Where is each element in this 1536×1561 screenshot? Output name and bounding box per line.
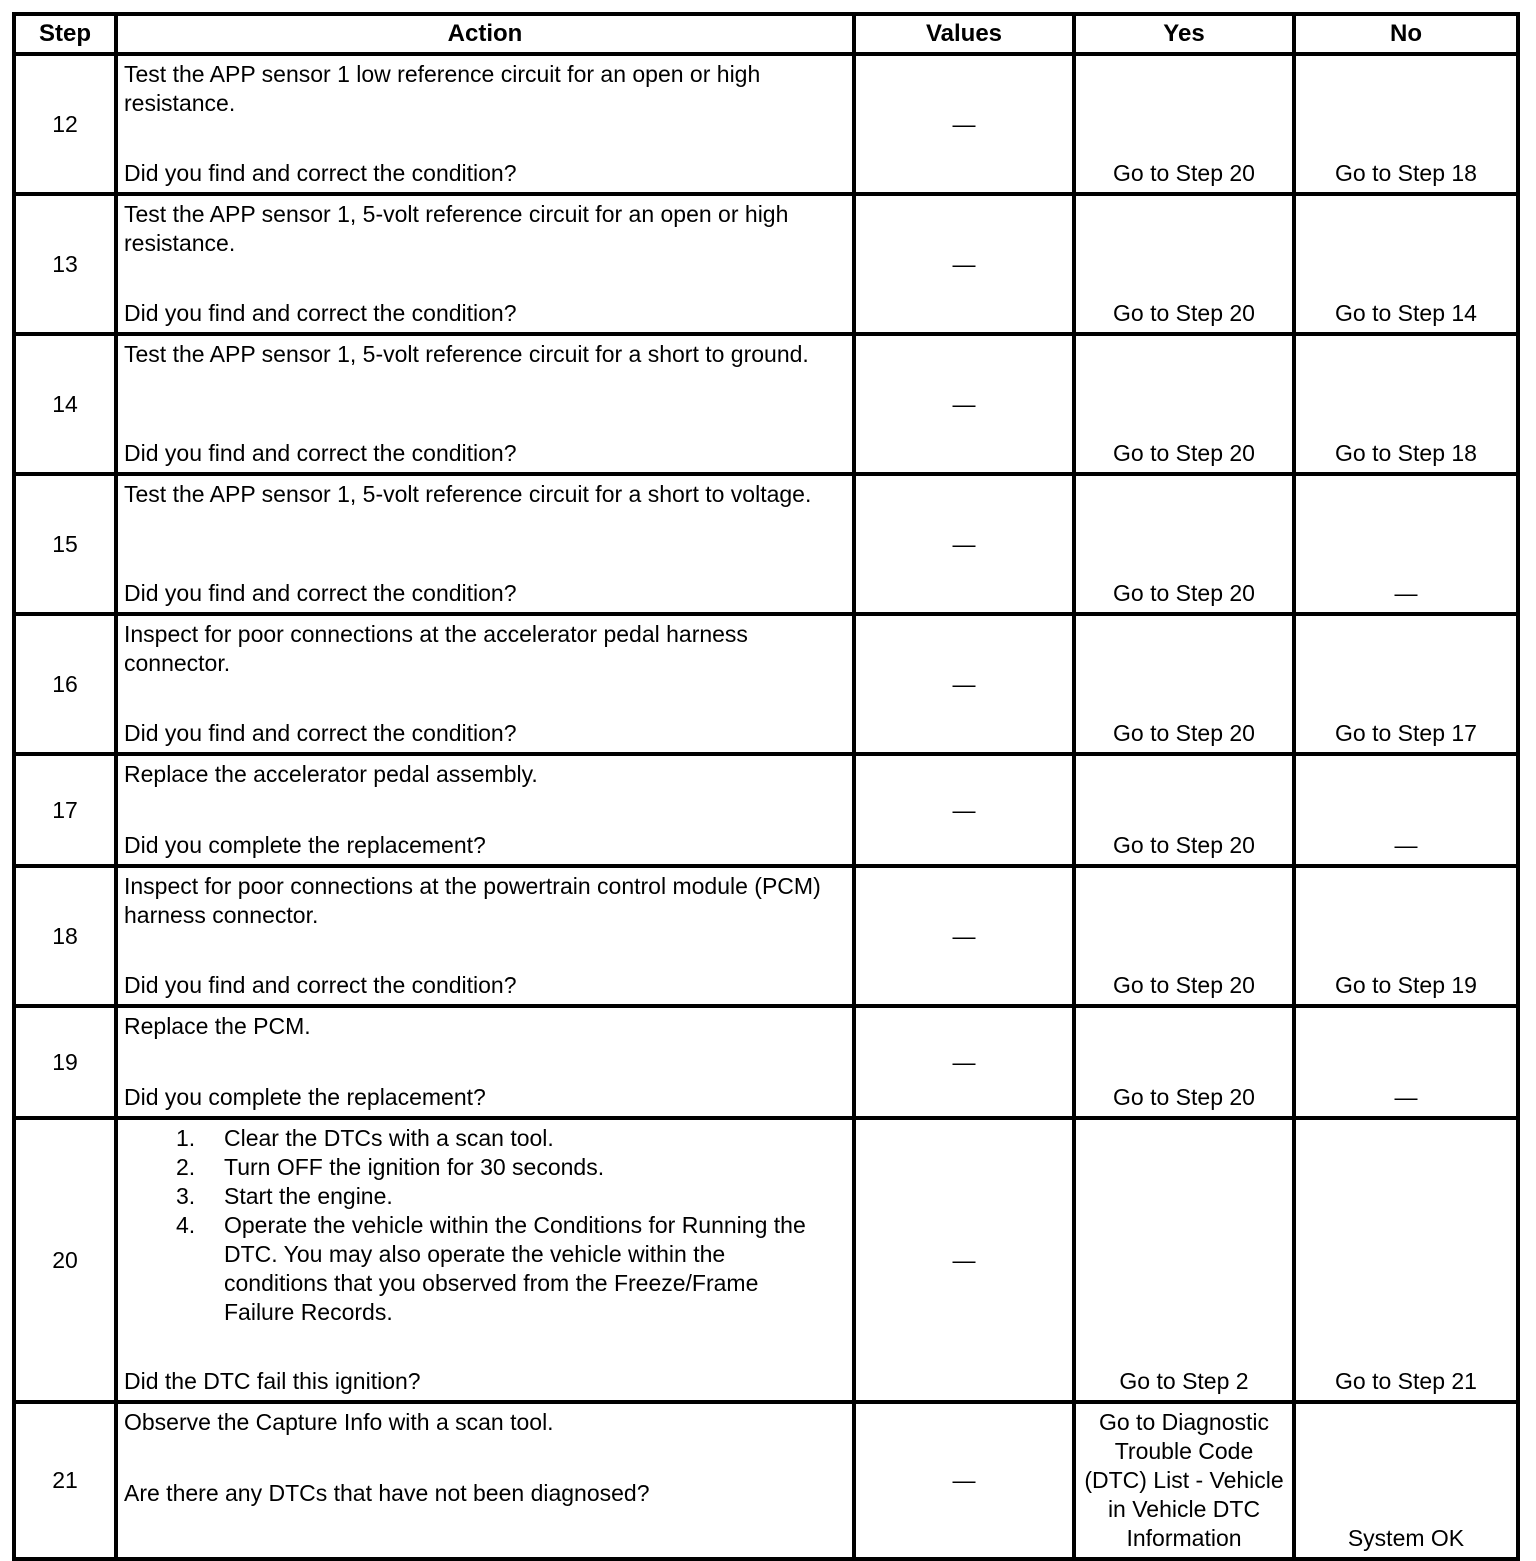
action-text: Test the APP sensor 1 low reference circuit for an open or high resistance. xyxy=(124,61,761,116)
diagnostic-table xyxy=(12,12,1520,1561)
values-cell: — xyxy=(854,866,1074,1006)
action-question: Did you find and correct the condition? xyxy=(124,160,517,186)
action-text: Replace the PCM. xyxy=(124,1013,311,1039)
values-cell: — xyxy=(854,1402,1074,1559)
values-cell: — xyxy=(854,754,1074,866)
step-number: 16 xyxy=(14,614,116,754)
step-number: 18 xyxy=(14,866,116,1006)
list-item xyxy=(176,1153,846,1182)
list-item-number: 1. xyxy=(176,1125,196,1151)
action-question: Did you complete the replacement? xyxy=(124,1084,486,1110)
no-cell: Go to Step 18 xyxy=(1294,334,1518,474)
no-cell: Go to Step 14 xyxy=(1294,194,1518,334)
no-cell: System OK xyxy=(1294,1402,1518,1559)
table-row xyxy=(14,54,1518,194)
yes-cell: Go to Step 20 xyxy=(1074,54,1294,194)
table-row xyxy=(14,866,1518,1006)
action-text: Replace the accelerator pedal assembly. xyxy=(124,761,538,787)
action-question: Did you find and correct the condition? xyxy=(124,440,517,466)
action-question: Did you find and correct the condition? xyxy=(124,972,517,998)
table-row xyxy=(14,334,1518,474)
list-item xyxy=(176,1182,846,1211)
list-item-number: 2. xyxy=(176,1154,196,1180)
table-row xyxy=(14,614,1518,754)
step-number: 14 xyxy=(14,334,116,474)
table-row xyxy=(14,474,1518,614)
values-cell: — xyxy=(854,194,1074,334)
action-question: Did you complete the replacement? xyxy=(124,832,486,858)
no-cell: Go to Step 18 xyxy=(1294,54,1518,194)
action-question: Did you find and correct the condition? xyxy=(124,300,517,326)
action-text: Test the APP sensor 1, 5-volt reference circuit for a short to ground. xyxy=(124,341,809,367)
table-row xyxy=(14,754,1518,866)
values-cell: — xyxy=(854,474,1074,614)
action-question: Did the DTC fail this ignition? xyxy=(124,1368,421,1394)
step-number: 20 xyxy=(14,1118,116,1402)
step-number: 13 xyxy=(14,194,116,334)
header-values: Values xyxy=(854,14,1074,54)
step-number: 19 xyxy=(14,1006,116,1118)
yes-cell: Go to Step 20 xyxy=(1074,866,1294,1006)
header-yes: Yes xyxy=(1074,14,1294,54)
list-item-text: Start the engine. xyxy=(224,1183,393,1209)
header-step: Step xyxy=(14,14,116,54)
list-item-number: 4. xyxy=(176,1212,196,1238)
header-action: Action xyxy=(116,14,854,54)
no-cell: — xyxy=(1294,1006,1518,1118)
table-row xyxy=(14,1118,1518,1402)
step-number: 17 xyxy=(14,754,116,866)
yes-cell: Go to Step 2 xyxy=(1074,1118,1294,1402)
header-no: No xyxy=(1294,14,1518,54)
no-cell: Go to Step 17 xyxy=(1294,614,1518,754)
yes-cell: Go to Step 20 xyxy=(1074,754,1294,866)
numbered-list xyxy=(124,1124,846,1327)
values-cell: — xyxy=(854,334,1074,474)
table-row xyxy=(14,194,1518,334)
no-cell: — xyxy=(1294,474,1518,614)
step-number: 12 xyxy=(14,54,116,194)
action-question: Did you find and correct the condition? xyxy=(124,720,517,746)
values-cell: — xyxy=(854,614,1074,754)
table-row xyxy=(14,1006,1518,1118)
yes-cell: Go to Step 20 xyxy=(1074,1006,1294,1118)
yes-cell: Go to Step 20 xyxy=(1074,194,1294,334)
values-cell: — xyxy=(854,1006,1074,1118)
no-cell: Go to Step 21 xyxy=(1294,1118,1518,1402)
list-item xyxy=(176,1211,846,1327)
action-text: Observe the Capture Info with a scan tool. xyxy=(124,1409,554,1435)
header-row xyxy=(14,14,1518,54)
no-cell: — xyxy=(1294,754,1518,866)
action-text: Inspect for poor connections at the accelerator pedal harness connector. xyxy=(124,621,748,676)
list-item xyxy=(176,1124,846,1153)
list-item-number: 3. xyxy=(176,1183,196,1209)
values-cell: — xyxy=(854,54,1074,194)
action-text: Test the APP sensor 1, 5-volt reference circuit for a short to voltage. xyxy=(124,481,812,507)
yes-cell: Go to Diagnostic Trouble Code (DTC) List - Vehicle in Vehicle DTC Information xyxy=(1074,1402,1294,1559)
action-text: Inspect for poor connections at the powertrain control module (PCM) harness connector. xyxy=(124,873,821,928)
yes-cell: Go to Step 20 xyxy=(1074,334,1294,474)
step-number: 15 xyxy=(14,474,116,614)
values-cell: — xyxy=(854,1118,1074,1402)
yes-cell: Go to Step 20 xyxy=(1074,614,1294,754)
step-number: 21 xyxy=(14,1402,116,1559)
list-item-text: Clear the DTCs with a scan tool. xyxy=(224,1125,554,1151)
list-item-text: Operate the vehicle within the Conditions for Running the DTC. You may also operate the vehicle within the conditions that you observed from the Freeze/Frame Failure Records. xyxy=(224,1212,806,1325)
yes-cell: Go to Step 20 xyxy=(1074,474,1294,614)
action-question: Are there any DTCs that have not been diagnosed? xyxy=(124,1480,650,1506)
action-text: Test the APP sensor 1, 5-volt reference circuit for an open or high resistance. xyxy=(124,201,789,256)
no-cell: Go to Step 19 xyxy=(1294,866,1518,1006)
list-item-text: Turn OFF the ignition for 30 seconds. xyxy=(224,1154,605,1180)
table-row xyxy=(14,1402,1518,1559)
action-question: Did you find and correct the condition? xyxy=(124,580,517,606)
